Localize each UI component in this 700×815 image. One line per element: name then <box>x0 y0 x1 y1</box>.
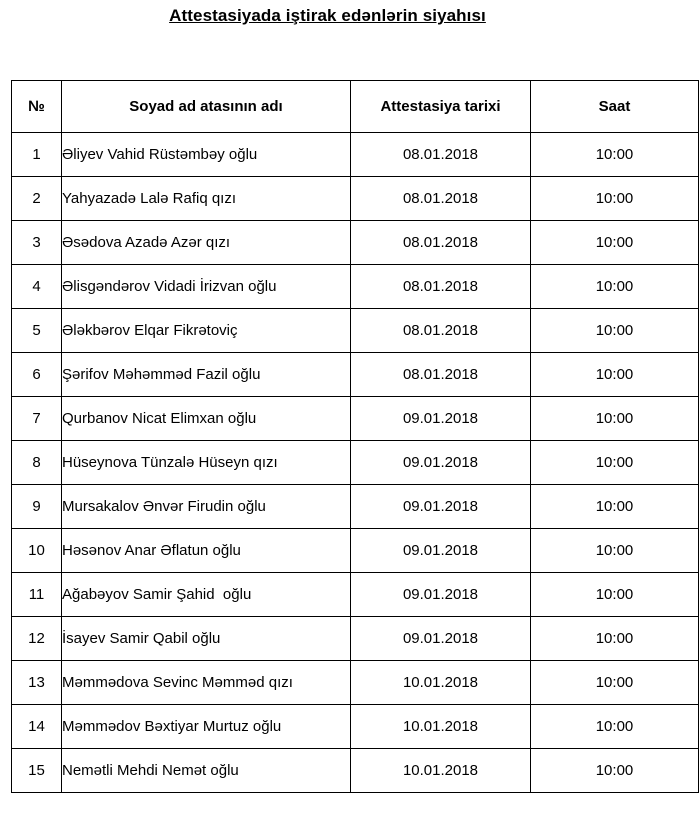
table-row <box>12 177 699 221</box>
table-row <box>12 265 699 309</box>
header-time: Saat <box>531 81 699 133</box>
row-time: 10:00 <box>531 485 699 529</box>
row-name: Əsədova Azadə Azər qızı <box>62 221 351 265</box>
row-number: 5 <box>12 309 62 353</box>
row-time: 10:00 <box>531 573 699 617</box>
row-number: 1 <box>12 133 62 177</box>
attestation-table <box>11 80 699 793</box>
row-name: Həsənov Anar Əflatun oğlu <box>62 529 351 573</box>
row-date: 09.01.2018 <box>351 397 531 441</box>
table-row <box>12 661 699 705</box>
row-date: 09.01.2018 <box>351 485 531 529</box>
header-row <box>12 81 699 133</box>
row-time: 10:00 <box>531 441 699 485</box>
row-name: Əliyev Vahid Rüstəmbəy oğlu <box>62 133 351 177</box>
row-name: Ələkbərov Elqar Fikrətoviç <box>62 309 351 353</box>
row-name: İsayev Samir Qabil oğlu <box>62 617 351 661</box>
row-name: Əlisgəndərov Vidadi İrizvan oğlu <box>62 265 351 309</box>
table-row <box>12 617 699 661</box>
table-header <box>12 81 699 133</box>
row-date: 09.01.2018 <box>351 617 531 661</box>
row-date: 08.01.2018 <box>351 353 531 397</box>
row-number: 12 <box>12 617 62 661</box>
row-date: 09.01.2018 <box>351 441 531 485</box>
row-number: 7 <box>12 397 62 441</box>
row-date: 10.01.2018 <box>351 749 531 793</box>
table-row <box>12 133 699 177</box>
page-title: Attestasiyada iştirak edənlərin siyahısı <box>169 6 486 25</box>
row-number: 4 <box>12 265 62 309</box>
header-name: Soyad ad atasının adı <box>62 81 351 133</box>
row-name: Məmmədova Sevinc Məmməd qızı <box>62 661 351 705</box>
row-number: 14 <box>12 705 62 749</box>
table-row <box>12 529 699 573</box>
row-time: 10:00 <box>531 617 699 661</box>
table-row <box>12 705 699 749</box>
row-time: 10:00 <box>531 309 699 353</box>
row-number: 6 <box>12 353 62 397</box>
row-name: Məmmədov Bəxtiyar Murtuz oğlu <box>62 705 351 749</box>
row-name: Hüseynova Tünzalə Hüseyn qızı <box>62 441 351 485</box>
row-name: Qurbanov Nicat Elimxan oğlu <box>62 397 351 441</box>
table-row <box>12 397 699 441</box>
row-time: 10:00 <box>531 661 699 705</box>
table-row <box>12 749 699 793</box>
row-name: Şərifov Məhəmməd Fazil oğlu <box>62 353 351 397</box>
row-name: Ağabəyov Samir Şahid oğlu <box>62 573 351 617</box>
row-time: 10:00 <box>531 397 699 441</box>
row-time: 10:00 <box>531 705 699 749</box>
table-row <box>12 573 699 617</box>
row-time: 10:00 <box>531 265 699 309</box>
table-body <box>12 133 699 793</box>
header-date: Attestasiya tarixi <box>351 81 531 133</box>
row-name: Yahyazadə Lalə Rafiq qızı <box>62 177 351 221</box>
row-date: 08.01.2018 <box>351 309 531 353</box>
row-number: 9 <box>12 485 62 529</box>
row-number: 3 <box>12 221 62 265</box>
row-time: 10:00 <box>531 353 699 397</box>
row-name: Nemətli Mehdi Nemət oğlu <box>62 749 351 793</box>
row-time: 10:00 <box>531 177 699 221</box>
row-number: 8 <box>12 441 62 485</box>
row-date: 08.01.2018 <box>351 177 531 221</box>
row-number: 13 <box>12 661 62 705</box>
table-row <box>12 221 699 265</box>
table-row <box>12 353 699 397</box>
row-date: 09.01.2018 <box>351 529 531 573</box>
row-number: 11 <box>12 573 62 617</box>
row-number: 15 <box>12 749 62 793</box>
row-name: Mursakalov Ənvər Firudin oğlu <box>62 485 351 529</box>
table-row <box>12 441 699 485</box>
row-number: 2 <box>12 177 62 221</box>
row-date: 08.01.2018 <box>351 265 531 309</box>
header-number: № <box>12 81 62 133</box>
row-time: 10:00 <box>531 749 699 793</box>
row-date: 09.01.2018 <box>351 573 531 617</box>
row-time: 10:00 <box>531 221 699 265</box>
table-row <box>12 309 699 353</box>
row-time: 10:00 <box>531 133 699 177</box>
row-date: 10.01.2018 <box>351 661 531 705</box>
row-date: 08.01.2018 <box>351 133 531 177</box>
table-row <box>12 485 699 529</box>
row-number: 10 <box>12 529 62 573</box>
row-time: 10:00 <box>531 529 699 573</box>
row-date: 08.01.2018 <box>351 221 531 265</box>
row-date: 10.01.2018 <box>351 705 531 749</box>
